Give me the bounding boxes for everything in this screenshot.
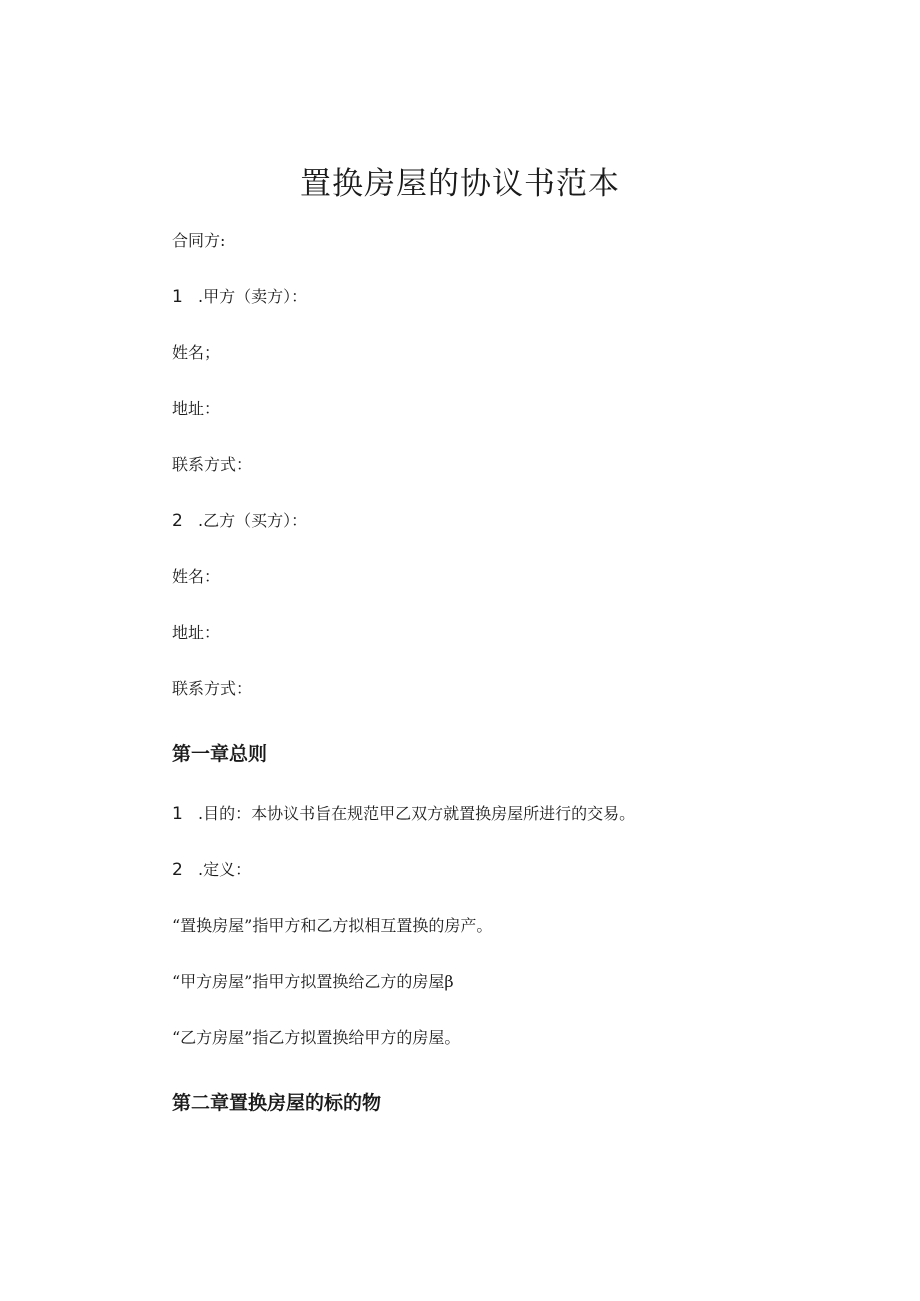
chapter-1-item-1-text: .目的：本协议书旨在规范甲乙双方就置换房屋所进行的交易。: [198, 804, 636, 823]
definition-2: “甲方房屋”指甲方拟置换给乙方的房屋β: [172, 972, 454, 991]
party-a-heading-text: .甲方（卖方）：: [198, 287, 308, 306]
party-a-number: 1: [172, 287, 183, 307]
party-b-name-label: 姓名：: [172, 567, 221, 586]
chapter-2-heading: 第二章置换房屋的标的物: [172, 1092, 382, 1114]
chapter-1-heading: 第一章总则: [172, 743, 268, 765]
chapter-1-item-2-number: 2: [172, 860, 183, 880]
party-b-number: 2: [172, 511, 183, 531]
chapter-1-item-2: [172, 858, 251, 882]
party-b-contact-label: 联系方式：: [172, 679, 253, 698]
party-a-heading: [172, 285, 307, 309]
chapter-1-item-1: [172, 802, 635, 826]
parties-label: 合同方:: [172, 231, 226, 250]
party-a-contact-label: 联系方式：: [172, 455, 253, 474]
document-title: 置换房屋的协议书范本: [300, 166, 620, 202]
party-b-address-label: 地址：: [172, 623, 221, 642]
party-b-heading-text: .乙方（买方）：: [198, 511, 308, 530]
party-b-heading: [172, 509, 307, 533]
party-a-name-label: 姓名；: [172, 343, 221, 362]
chapter-1-item-1-number: 1: [172, 804, 183, 824]
chapter-1-item-2-text: .定义：: [198, 860, 252, 879]
definition-1: “置换房屋”指甲方和乙方拟相互置换的房产。: [172, 916, 493, 935]
party-a-address-label: 地址：: [172, 399, 221, 418]
definition-3: “乙方房屋”指乙方拟置换给甲方的房屋。: [172, 1028, 461, 1047]
